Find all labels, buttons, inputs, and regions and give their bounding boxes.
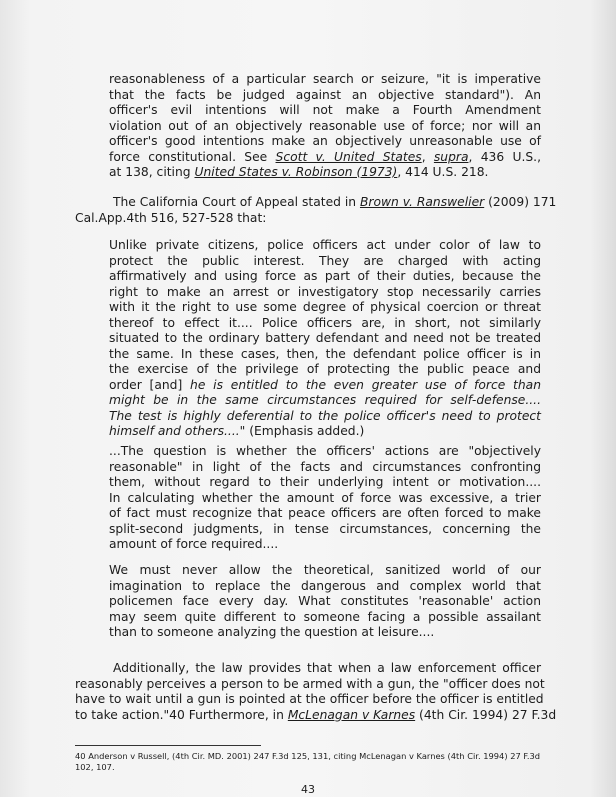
text-line: In calculating whether the amount of force was excessive, a trier bbox=[109, 490, 541, 505]
text-line: We must never allow the theoretical, sanitized world of our bbox=[109, 563, 541, 577]
text-line: protect the public interest. They are charged with acting bbox=[109, 253, 541, 268]
text-line: them, without regard to their underlying intent or motivation.... bbox=[109, 475, 541, 489]
block-quote-3 bbox=[109, 563, 541, 641]
case-citation-brown: Brown v. Ranswelier bbox=[359, 195, 485, 209]
text-line: Cal.App.4th 516, 527-528 that: bbox=[75, 210, 267, 225]
text-line: may seem quite different to someone facing a possible assailant bbox=[109, 609, 541, 624]
block-quote-2 bbox=[109, 444, 541, 553]
text-line: violation out of an objectively reasonable use of force; nor will an bbox=[109, 118, 541, 133]
text-line: Unlike private citizens, police officers act under color of law to bbox=[109, 238, 541, 252]
footnote-divider bbox=[75, 745, 261, 746]
text-line: than to someone analyzing the question at leisure.... bbox=[109, 625, 435, 639]
text-line: at 138, citing United States v. Robinson (1973), 414 U.S. 218. bbox=[109, 165, 489, 179]
text-line: the same. In these cases, then, the defendant police officer is in bbox=[109, 346, 541, 361]
text-line: the exercise of the privilege of protecting the public peace and bbox=[109, 362, 541, 376]
text-line: reasonably perceives a person to be armed with a gun, the "officer does not bbox=[75, 676, 545, 691]
footnote-case-mclenagan: McLenagan v Karnes bbox=[359, 751, 445, 761]
case-citation-mclenagan: McLenagan v Karnes bbox=[287, 707, 416, 722]
text-line: thereof to effect it.... Police officers are, in short, not similarly bbox=[109, 315, 541, 330]
paragraph-continuation bbox=[109, 72, 541, 181]
footnote-40: 40 Anderson v Russell, (4th Cir. MD. 2001) 247 F.3d 125, 131, citing McLenagan v Karnes (4th Cir. 1994) 27 F.3d 102, 107. bbox=[75, 751, 541, 772]
text-line: order [and] he is entitled to the even greater use of force than bbox=[109, 377, 541, 392]
text-line: affirmatively and using force as part of their duties, because the bbox=[109, 269, 541, 283]
text-line: imagination to replace the dangerous and complex world that bbox=[109, 578, 541, 593]
text-line: with it the right to use some degree of physical coercion or threat bbox=[109, 300, 541, 314]
footnote-number: 40 bbox=[75, 751, 86, 761]
supra-citation: supra bbox=[433, 149, 469, 164]
paragraph-brown bbox=[75, 195, 557, 226]
text-line: reasonable" in light of the facts and circumstances confronting bbox=[109, 459, 541, 474]
text-line: ...The question is whether the officers' actions are "objectively bbox=[109, 444, 541, 458]
block-quote-1 bbox=[109, 238, 541, 440]
emphasized-text: he is entitled to the even greater use of force than bbox=[190, 377, 541, 392]
paragraph-additionally bbox=[75, 661, 557, 723]
emphasized-text: might be in the same circumstances required for self-defense.... bbox=[109, 393, 541, 407]
text-line: amount of force required.... bbox=[109, 537, 279, 551]
text-line: reasonableness of a particular search or seizure, "it is imperative bbox=[109, 72, 541, 86]
text-line: force constitutional. See Scott v. United States, supra, 436 U.S., bbox=[109, 149, 541, 164]
page-number: 43 bbox=[301, 783, 315, 796]
text-line: situated to the ordinary battery defendant and need not be treated bbox=[109, 331, 541, 345]
text-line: of fact must recognize that peace officers are often forced to make bbox=[109, 506, 541, 520]
text-line: Additionally, the law provides that when a law enforcement officer bbox=[113, 661, 541, 675]
text-line: have to wait until a gun is pointed at the officer before the officer is entitled bbox=[75, 692, 544, 706]
text-line: right to make an arrest or investigatory stop necessarily carries bbox=[109, 284, 541, 299]
text-line: The California Court of Appeal stated in Brown v. Ranswelier (2009) 171 bbox=[113, 195, 557, 209]
footnote-line-2: 102, 107. bbox=[75, 762, 115, 772]
text-line: officer's evil intentions will not make a Fourth Amendment bbox=[109, 103, 541, 117]
text-line: policemen face every day. What constitutes 'reasonable' action bbox=[109, 594, 541, 608]
emphasized-text: himself and others...." bbox=[109, 424, 246, 438]
text-line: that the facts be judged against an objective standard"). An bbox=[109, 87, 541, 102]
case-citation-scott: Scott v. United States bbox=[275, 149, 422, 164]
text-line: himself and others...." (Emphasis added.) bbox=[109, 424, 365, 438]
text-line: officer's good intentions make an objectively unreasonable use of bbox=[109, 134, 541, 148]
text-line: to take action."40 Furthermore, in McLenagan v Karnes (4th Cir. 1994) 27 F.3d bbox=[75, 707, 557, 722]
text-line: split-second judgments, in tense circumstances, concerning the bbox=[109, 521, 541, 536]
footnote-case-anderson: Anderson v Russell bbox=[88, 751, 167, 761]
case-citation-robinson: United States v. Robinson (1973) bbox=[194, 165, 398, 179]
emphasized-text: The test is highly deferential to the police officer's need to protect bbox=[109, 408, 541, 423]
